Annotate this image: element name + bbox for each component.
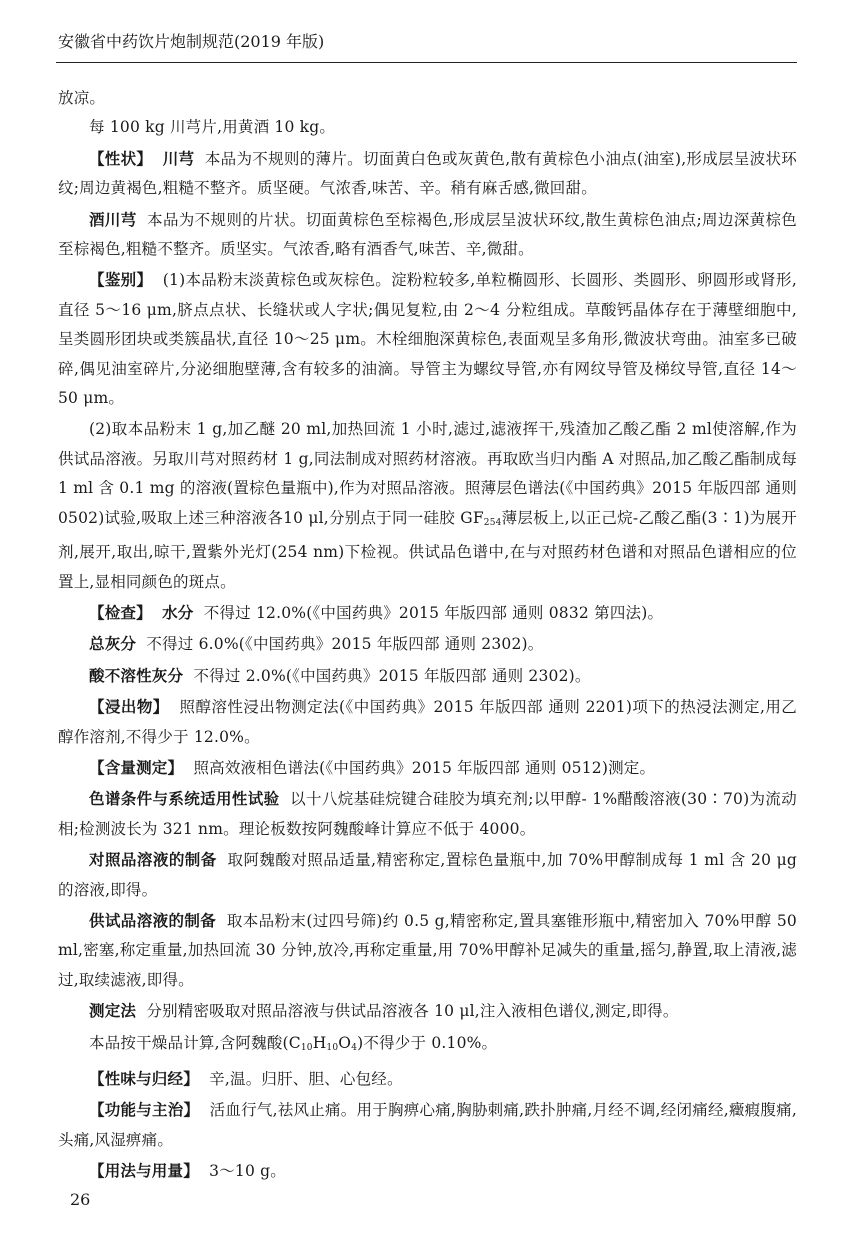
text-wine-ratio: 每 100 kg 川芎片,用黄酒 10 kg。 (89, 118, 336, 137)
text-wine-chuanxiong: 本品为不规则的片状。切面黄棕色至棕褐色,形成层呈波状环纹,散生黄棕色油点;周边深黄棕色至棕褐色,粗糙不整齐。质坚实。气浓香,略有酒香气,味苦、辛,微甜。 (58, 210, 797, 259)
label-inspection: 【检查】 (89, 603, 152, 622)
text-assay: 照高效液相色谱法(《中国药典》2015 年版四部 通则 0512)测定。 (193, 758, 656, 777)
paragraph-wine-ratio (58, 113, 797, 142)
book-title: 安徽省中药饮片炮制规范(2019 年版) (58, 32, 325, 51)
label-usage-dosage: 【用法与用量】 (89, 1162, 199, 1181)
name-test-solution: 供试品溶液的制备 (89, 911, 217, 930)
section-inspection (58, 599, 797, 628)
text-procedure: 分别精密吸取对照品溶液与供试品溶液各 10 μl,注入液相色谱仪,测定,即得。 (146, 1002, 679, 1021)
formula-subscript-h: 10 (326, 1042, 339, 1053)
name-total-ash: 总灰分 (89, 635, 137, 654)
section-reference-solution (58, 846, 797, 905)
text-content-limit-a: 本品按干燥品计算,含阿魏酸(C (89, 1033, 301, 1052)
running-header (58, 32, 796, 52)
section-acid-insoluble-ash (58, 662, 797, 691)
section-characters (58, 145, 797, 204)
gf-subscript: 254 (483, 517, 502, 528)
text-chromatographic-conditions: 以十八烷基硅烷键合硅胶为填充剂;以甲醇- 1%醋酸溶液(30∶70)为流动相;检测波长为 321 nm。理论板数按阿魏酸峰计算应不低于 4000。 (58, 790, 797, 838)
section-wine-chuanxiong (58, 206, 797, 265)
text-identification-1: (1)本品粉末淡黄棕色或灰棕色。淀粉粒较多,单粒椭圆形、长圆形、类圆形、卵圆形或肾形,直径 5～16 μm,脐点点状、长缝状或人字状;偶见复粒,由 2～4 分粒组成。草酸钙晶体存在于薄壁细胞中,呈类圆形团块或类簇晶状,直径 10～25 μm。木栓细胞深黄棕色,表面观呈多角形,微波状弯曲。油室多已破碎,偶见油室碎片,分泌细胞壁薄,含有较多的油滴。导管主为螺纹导管,亦有网纹导管及梯纹导管,直径 14～50 μm。 (58, 271, 797, 408)
section-identification (58, 266, 797, 413)
name-procedure: 测定法 (89, 1002, 137, 1021)
name-reference-solution: 对照品溶液的制备 (89, 851, 217, 870)
name-wine-chuanxiong: 酒川芎 (89, 210, 137, 229)
text-content-limit-d: )不得少于 0.10%。 (357, 1033, 498, 1052)
section-functions-indications (58, 1096, 797, 1155)
text-functions-indications: 活血行气,祛风止痛。用于胸痹心痛,胸胁刺痛,跌扑肿痛,月经不调,经闭痛经,癥瘕腹痛,头痛,风湿痹痛。 (58, 1101, 797, 1149)
formula-subscript-c: 10 (300, 1042, 313, 1053)
label-characters: 【性状】 (89, 149, 153, 168)
section-procedure (58, 997, 797, 1026)
name-acid-insoluble-ash: 酸不溶性灰分 (89, 666, 184, 685)
section-assay (58, 754, 797, 783)
text-reference-solution: 取阿魏酸对照品适量,精密称定,置棕色量瓶中,加 70%甲醇制成每 1 ml 含 20 μg 的溶液,即得。 (58, 851, 797, 899)
text-total-ash: 不得过 6.0%(《中国药典》2015 年版四部 通则 2302)。 (146, 635, 544, 654)
page-body (58, 84, 797, 1187)
text-content-limit-b: H (312, 1033, 327, 1052)
text-extractives: 照醇溶性浸出物测定法(《中国药典》2015 年版四部 通则 2201)项下的热浸法测定,用乙醇作溶剂,不得少于 12.0%。 (58, 698, 797, 746)
section-usage-dosage (58, 1157, 797, 1186)
name-chromatographic-conditions: 色谱条件与系统适用性试验 (89, 790, 280, 809)
section-chromatographic-conditions (58, 785, 797, 844)
text-chuanxiong: 本品为不规则的薄片。切面黄白色或灰黄色,散有黄棕色小油点(油室),形成层呈波状环纹;周边黄褐色,粗糙不整齐。质坚硬。气浓香,味苦、辛。稍有麻舌感,微回甜。 (58, 149, 797, 198)
text-acid-insoluble-ash: 不得过 2.0%(《中国药典》2015 年版四部 通则 2302)。 (193, 666, 591, 685)
text-test-solution: 取本品粉末(过四号筛)约 0.5 g,精密称定,置具塞锥形瓶中,精密加入 70%甲醇 50 ml,密塞,称定重量,加热回流 30 分钟,放冷,再称定重量,用 70%甲醇补足减失的重量,摇匀,静置,取上清液,滤过,取续滤液,即得。 (58, 911, 797, 989)
page-number: 26 (70, 1190, 91, 1209)
section-test-solution (58, 907, 797, 995)
section-nature-meridian (58, 1065, 797, 1094)
section-total-ash (58, 630, 797, 659)
name-moisture: 水分 (162, 603, 194, 622)
header-divider (56, 62, 797, 63)
section-identification-2 (58, 415, 797, 596)
label-assay: 【含量测定】 (89, 758, 184, 777)
text-identification-2b: 薄层板上,以正己烷-乙酸乙酯(3∶1)为展开剂,展开,取出,晾干,置紫外光灯(254 nm)下检视。供试品色谱中,在与对照药材色谱和对照品色谱相应的位置上,显相同颜色的斑点。 (58, 508, 797, 591)
paragraph-cooling (58, 84, 797, 113)
section-content-limit (58, 1029, 797, 1063)
label-functions-indications: 【功能与主治】 (89, 1101, 200, 1120)
label-extractives: 【浸出物】 (89, 698, 169, 717)
name-chuanxiong: 川芎 (162, 149, 195, 168)
text-identification-2a: (2)取本品粉末 1 g,加乙醚 20 ml,加热回流 1 小时,滤过,滤液挥干,残渣加乙酸乙酯 2 ml使溶解,作为供试品溶液。另取川芎对照药材 1 g,同法制成对照药材溶液。再取欧当归内酯 A 对照品,加乙酸乙酯制成每 1 ml 含 0.1 mg 的溶液(置棕色量瓶中),作为对照品溶液。照薄层色谱法(《中国药典》2015 年版四部 通则 0502)试验,吸取上述三种溶液各10 μl,分别点于同一硅胶 GF (58, 420, 797, 527)
text-cooling: 放凉。 (58, 89, 106, 107)
label-nature-meridian: 【性味与归经】 (89, 1070, 199, 1088)
formula-subscript-o: 4 (351, 1042, 358, 1053)
section-extractives (58, 693, 797, 752)
label-identification: 【鉴别】 (89, 271, 153, 290)
text-usage-dosage: 3～10 g。 (209, 1162, 287, 1181)
text-moisture: 不得过 12.0%(《中国药典》2015 年版四部 通则 0832 第四法)。 (203, 603, 664, 622)
text-nature-meridian: 辛,温。归肝、胆、心包经。 (209, 1070, 403, 1088)
text-content-limit-c: O (338, 1033, 352, 1052)
